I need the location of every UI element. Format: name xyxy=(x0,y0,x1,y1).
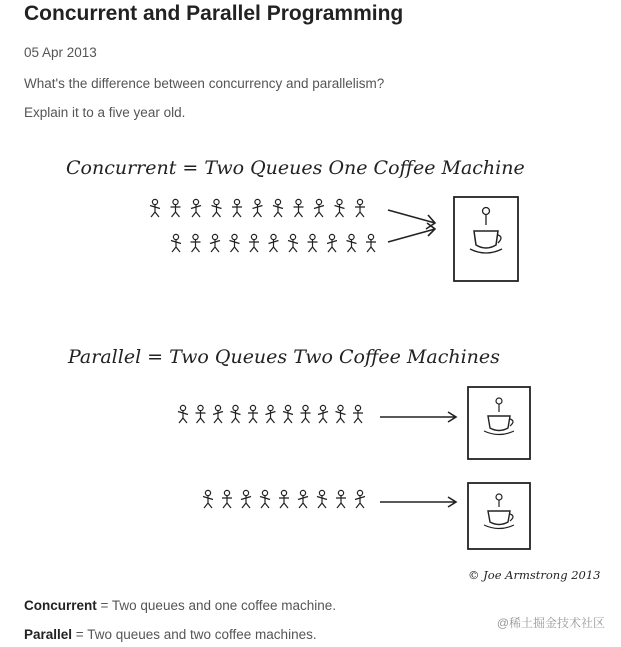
stick-figure xyxy=(212,199,222,217)
stick-figure xyxy=(241,490,251,508)
stick-figure xyxy=(171,199,181,217)
stick-figure xyxy=(301,405,311,423)
stick-figure xyxy=(253,199,263,217)
stick-figure xyxy=(336,490,346,508)
queue-concurrent-2 xyxy=(171,234,376,252)
parallel-definition xyxy=(24,627,317,642)
prompt-text: Explain it to a five year old. xyxy=(24,105,186,120)
stick-figure xyxy=(294,199,304,217)
stick-figure xyxy=(308,234,318,252)
stick-figure xyxy=(266,405,276,423)
parallel-def-text: = Two queues and two coffee machines. xyxy=(72,627,317,642)
stick-figure xyxy=(249,234,259,252)
stick-figure xyxy=(150,199,160,217)
stick-figure xyxy=(355,490,365,508)
coffee-cup-icon xyxy=(484,494,514,529)
illustration-credit: © Joe Armstrong 2013 xyxy=(468,568,601,582)
coffee-machine-parallel-1 xyxy=(468,387,530,459)
arrow-concurrent-2 xyxy=(388,223,435,242)
stick-figure xyxy=(213,405,223,423)
article-title: Concurrent and Parallel Programming xyxy=(24,2,404,25)
coffee-machine-parallel-2 xyxy=(468,483,530,549)
coffee-cup-icon xyxy=(484,398,514,435)
stick-figure xyxy=(327,234,337,252)
stick-figure xyxy=(171,234,181,252)
stick-figure xyxy=(269,234,279,252)
queue-parallel-1 xyxy=(178,405,363,423)
stick-figure xyxy=(288,234,298,252)
stick-figure xyxy=(203,490,213,508)
arrow-concurrent-1 xyxy=(388,210,435,229)
stick-figure xyxy=(283,405,293,423)
stick-figure xyxy=(336,405,346,423)
stick-figure xyxy=(191,199,201,217)
coffee-cup-icon xyxy=(470,208,502,254)
stick-figure xyxy=(248,405,258,423)
concurrent-heading: Concurrent = Two Queues One Coffee Machine xyxy=(66,157,525,179)
article-date: 05 Apr 2013 xyxy=(24,45,97,60)
watermark: @稀土掘金技术社区 xyxy=(496,616,605,630)
concurrent-def-text: = Two queues and one coffee machine. xyxy=(96,598,337,613)
stick-figure xyxy=(191,234,201,252)
stick-figure xyxy=(335,199,345,217)
stick-figure xyxy=(273,199,283,217)
concurrent-definition xyxy=(24,598,336,613)
question-text: What's the difference between concurrency and parallelism? xyxy=(24,76,385,91)
queue-concurrent-1 xyxy=(150,199,365,217)
parallel-term: Parallel xyxy=(24,627,73,642)
stick-figure xyxy=(260,490,270,508)
concurrent-term: Concurrent xyxy=(24,598,97,613)
stick-figure xyxy=(353,405,363,423)
stick-figure xyxy=(317,490,327,508)
stick-figure xyxy=(210,234,220,252)
stick-figure xyxy=(314,199,324,217)
stick-figure xyxy=(366,234,376,252)
stick-figure xyxy=(196,405,206,423)
parallel-heading: Parallel = Two Queues Two Coffee Machines xyxy=(68,346,500,368)
stick-figure xyxy=(232,199,242,217)
stick-figure xyxy=(230,234,240,252)
stick-figure xyxy=(347,234,357,252)
stick-figure xyxy=(298,490,308,508)
stick-figure xyxy=(222,490,232,508)
queue-parallel-2 xyxy=(203,490,365,508)
stick-figure xyxy=(355,199,365,217)
stick-figure xyxy=(231,405,241,423)
coffee-machine-concurrent xyxy=(454,197,518,281)
arrow-parallel-2 xyxy=(380,497,456,507)
stick-figure xyxy=(318,405,328,423)
stick-figure xyxy=(279,490,289,508)
concurrency-illustration xyxy=(0,135,621,595)
stick-figure xyxy=(178,405,188,423)
arrow-parallel-1 xyxy=(380,412,456,422)
